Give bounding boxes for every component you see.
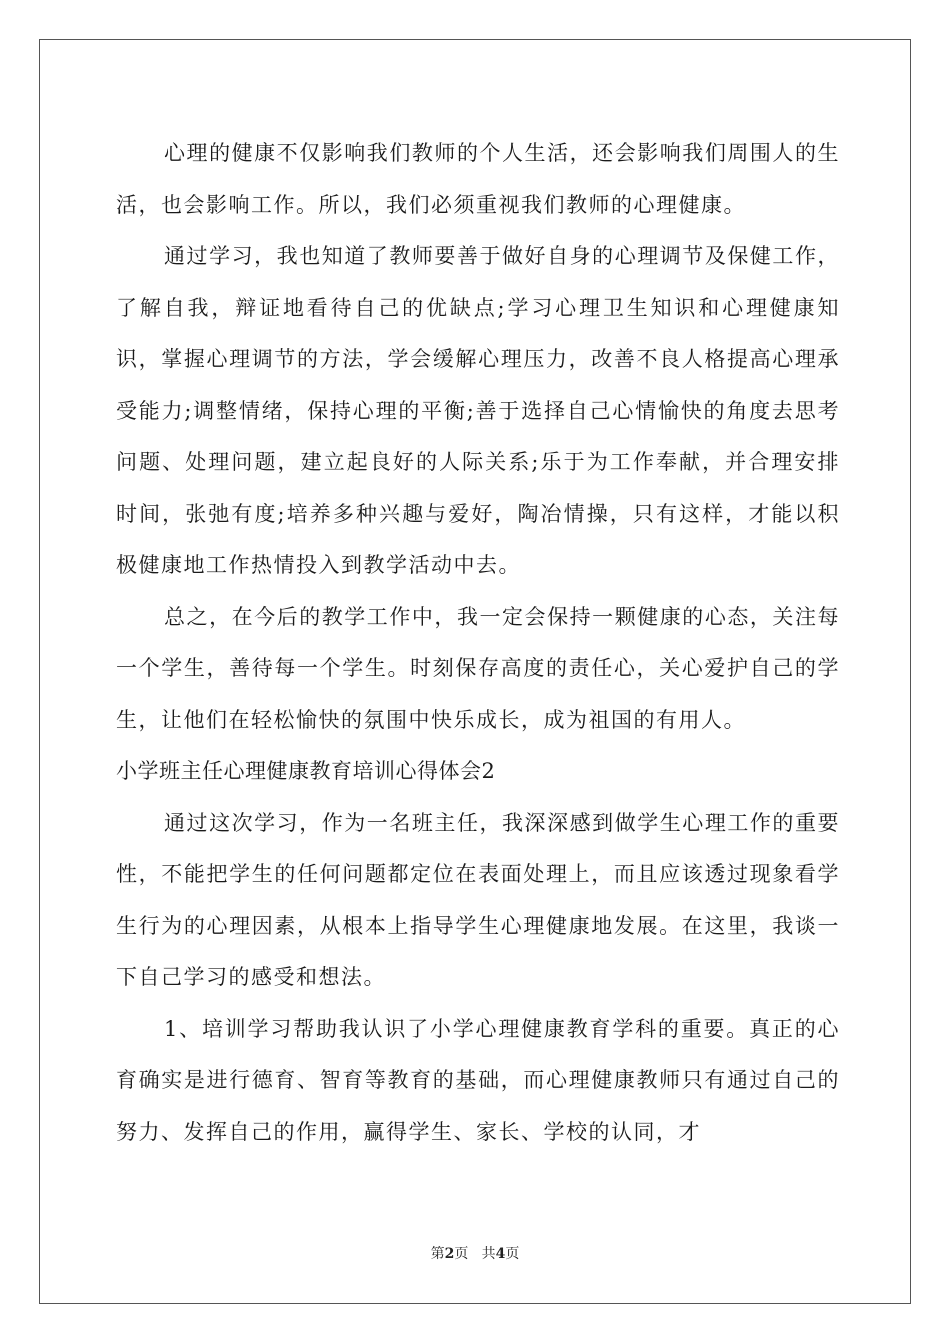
paragraph: 总之，在今后的教学工作中，我一定会保持一颗健康的心态，关注每一个学生，善待每一个学生。时刻保存高度的责任心，关心爱护自己的学生，让他们在轻松愉快的氛围中快乐成长，成为祖国的有用人。 xyxy=(116,604,840,732)
paragraph: 心理的健康不仅影响我们教师的个人生活，还会影响我们周围人的生活，也会影响工作。所以，我们必须重视我们教师的心理健康。 xyxy=(116,141,840,217)
paragraph: 通过学习，我也知道了教师要善于做好自身的心理调节及保健工作，了解自我，辩证地看待自己的优缺点;学习心理卫生知识和心理健康知识，掌握心理调节的方法，学会缓解心理压力，改善不良人格提高心理承受能力;调整情绪，保持心理的平衡;善于选择自己心情愉快的角度去思考问题、处理问题，建立起良好的人际关系;乐于为工作奉献，并合理安排时间，张弛有度;培养多种兴趣与爱好，陶冶情操，只有这样，才能以积极健康地工作热情投入到教学活动中去。 xyxy=(116,244,840,577)
footer-page-number: 2 xyxy=(444,1246,455,1262)
footer-prefix: 第 xyxy=(430,1246,445,1262)
page-footer xyxy=(0,1243,950,1263)
footer-total-pages: 4 xyxy=(495,1246,506,1262)
paragraph: 通过这次学习，作为一名班主任，我深深感到做学生心理工作的重要性，不能把学生的任何问题都定位在表面处理上，而且应该透过现象看学生行为的心理因素，从根本上指导学生心理健康地发展。在这里，我谈一下自己学习的感受和想法。 xyxy=(116,810,840,989)
section-heading: 小学班主任心理健康教育培训心得体会2 xyxy=(116,759,496,783)
footer-total-prefix: 共 xyxy=(481,1246,496,1262)
footer-page-suffix: 页 xyxy=(454,1246,469,1262)
document-body xyxy=(116,128,840,1158)
footer-total-suffix: 页 xyxy=(505,1246,520,1262)
paragraph: 1、培训学习帮助我认识了小学心理健康教育学科的重要。真正的心育确实是进行德育、智育等教育的基础，而心理健康教师只有通过自己的努力、发挥自己的作用，赢得学生、家长、学校的认同，才 xyxy=(116,1016,840,1144)
